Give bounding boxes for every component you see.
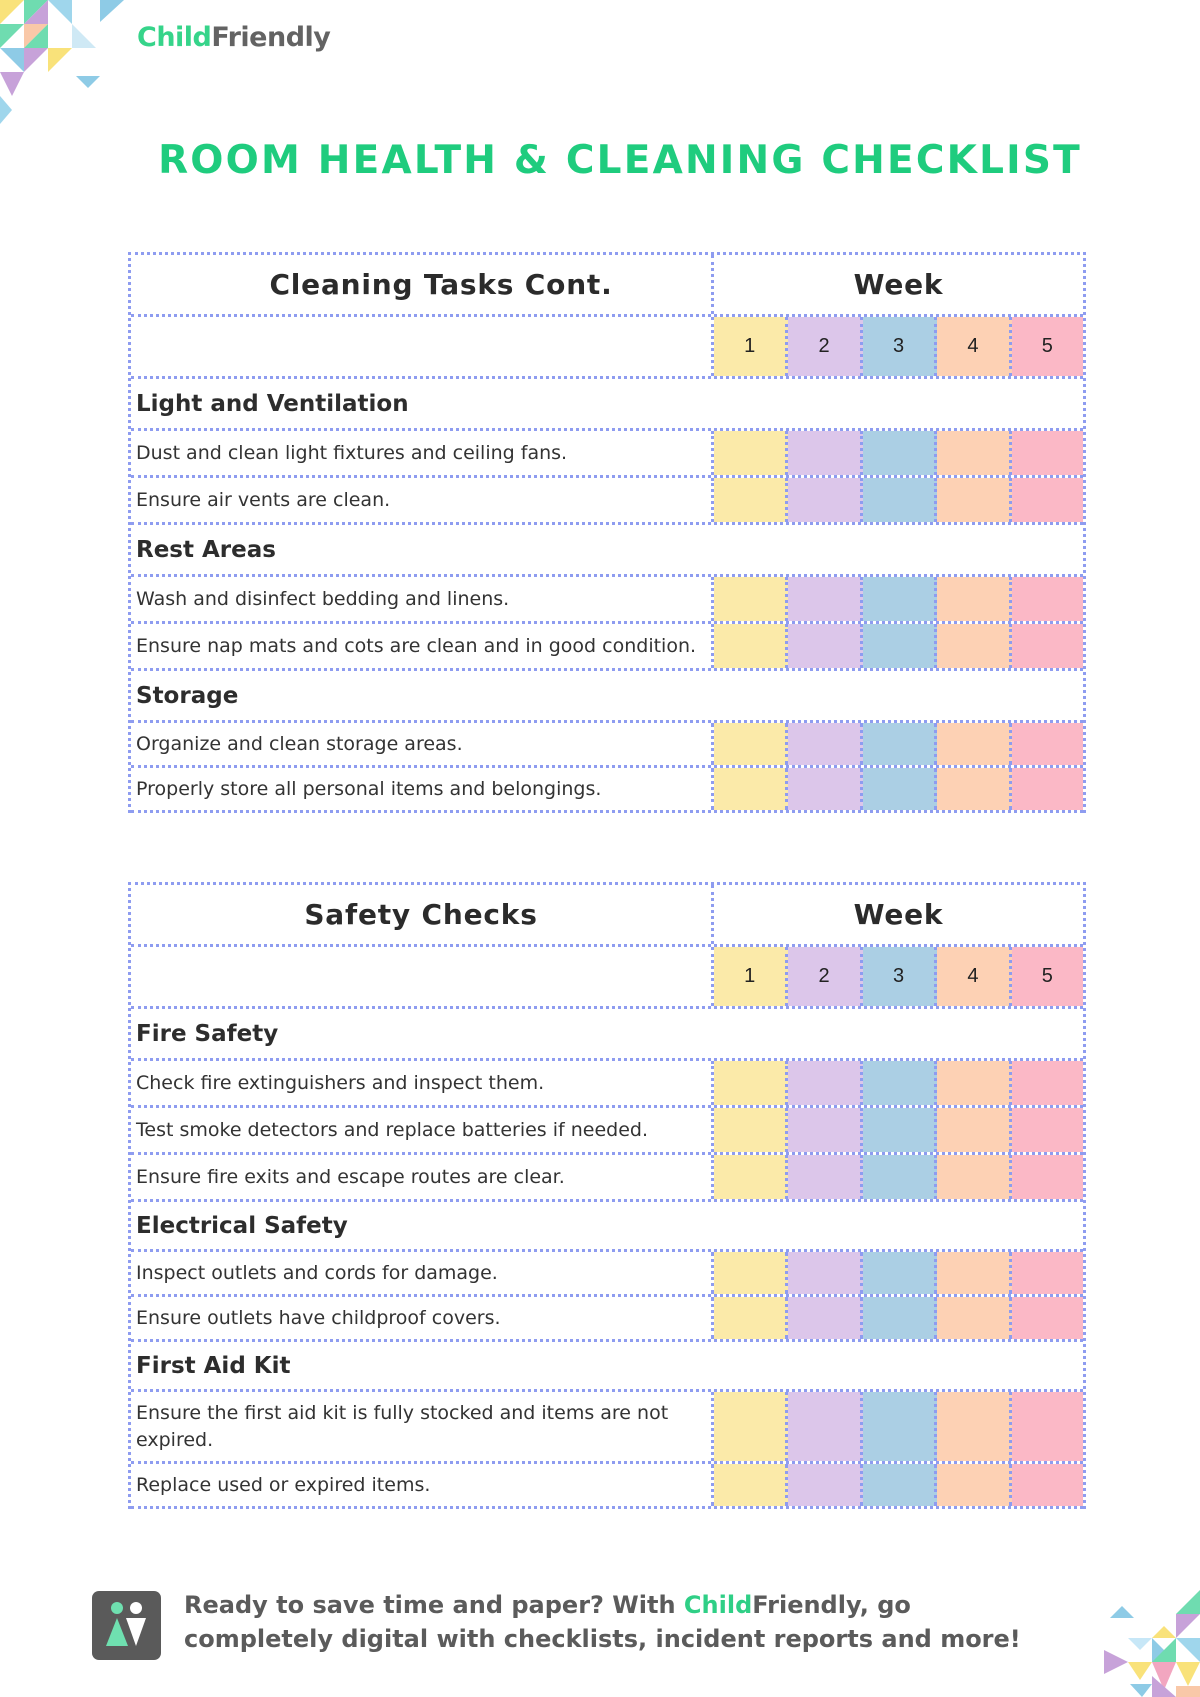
week-number: 1 xyxy=(714,317,788,376)
checkbox-week-3[interactable] xyxy=(863,723,937,765)
table-row xyxy=(131,1061,1083,1108)
week-number: 3 xyxy=(863,317,937,376)
task-label: Ensure the first aid kit is fully stocked and items are not expired. xyxy=(131,1392,714,1461)
checkbox-week-4[interactable] xyxy=(937,768,1011,810)
checkbox-week-5[interactable] xyxy=(1012,1392,1083,1461)
task-label: Ensure air vents are clean. xyxy=(131,478,714,522)
checkbox-week-1[interactable] xyxy=(714,723,788,765)
task-label: Inspect outlets and cords for damage. xyxy=(131,1252,714,1294)
checkbox-week-3[interactable] xyxy=(863,1392,937,1461)
week-number: 3 xyxy=(863,947,937,1006)
checkbox-week-5[interactable] xyxy=(1012,1252,1083,1294)
table-row xyxy=(131,1252,1083,1297)
task-label: Properly store all personal items and belongings. xyxy=(131,768,714,810)
task-label: Ensure nap mats and cots are clean and in good condition. xyxy=(131,624,714,668)
table-row xyxy=(131,577,1083,624)
checkbox-week-5[interactable] xyxy=(1012,723,1083,765)
page-title: ROOM HEALTH & CLEANING CHECKLIST xyxy=(158,138,1082,183)
checkbox-week-3[interactable] xyxy=(863,1464,937,1506)
checkbox-week-4[interactable] xyxy=(937,1061,1011,1105)
checkbox-week-1[interactable] xyxy=(714,1392,788,1461)
week-number: 2 xyxy=(788,317,862,376)
blank-cell xyxy=(131,947,714,1006)
checkbox-week-2[interactable] xyxy=(788,1297,862,1339)
table-header-title: Safety Checks xyxy=(131,885,714,944)
task-label: Organize and clean storage areas. xyxy=(131,723,714,765)
checkbox-week-4[interactable] xyxy=(937,1108,1011,1152)
checkbox-week-4[interactable] xyxy=(937,1392,1011,1461)
checkbox-week-2[interactable] xyxy=(788,1252,862,1294)
section-title: Rest Areas xyxy=(136,536,276,563)
week-number: 1 xyxy=(714,947,788,1006)
checklist-table-cleaning xyxy=(128,252,1086,813)
checkbox-week-5[interactable] xyxy=(1012,478,1083,522)
section-row xyxy=(131,1009,1083,1061)
week-number: 5 xyxy=(1012,317,1083,376)
checkbox-week-1[interactable] xyxy=(714,577,788,621)
section-title: Electrical Safety xyxy=(136,1212,348,1239)
section-row xyxy=(131,671,1083,723)
checkbox-week-3[interactable] xyxy=(863,1252,937,1294)
week-header: Week xyxy=(853,898,944,931)
task-label: Ensure fire exits and escape routes are clear. xyxy=(131,1155,714,1199)
table-header-row xyxy=(131,885,1083,947)
checkbox-week-1[interactable] xyxy=(714,431,788,475)
checkbox-week-4[interactable] xyxy=(937,478,1011,522)
checkbox-week-2[interactable] xyxy=(788,478,862,522)
task-label: Wash and disinfect bedding and linens. xyxy=(131,577,714,621)
checkbox-week-4[interactable] xyxy=(937,577,1011,621)
checkbox-week-5[interactable] xyxy=(1012,431,1083,475)
week-number: 4 xyxy=(937,947,1011,1006)
week-number-row xyxy=(131,947,1083,1009)
decorative-triangles xyxy=(1090,1590,1200,1697)
checkbox-week-1[interactable] xyxy=(714,1061,788,1105)
task-label: Ensure outlets have childproof covers. xyxy=(131,1297,714,1339)
brand-logo xyxy=(137,22,330,53)
checkbox-week-2[interactable] xyxy=(788,431,862,475)
checkbox-week-2[interactable] xyxy=(788,1155,862,1199)
checklist-table-safety xyxy=(128,882,1086,1509)
checkbox-week-4[interactable] xyxy=(937,1464,1011,1506)
table-row xyxy=(131,1155,1083,1202)
checkbox-week-5[interactable] xyxy=(1012,1464,1083,1506)
checkbox-week-2[interactable] xyxy=(788,1464,862,1506)
checkbox-week-1[interactable] xyxy=(714,478,788,522)
checkbox-week-4[interactable] xyxy=(937,1297,1011,1339)
checkbox-week-2[interactable] xyxy=(788,1108,862,1152)
table-row xyxy=(131,1392,1083,1464)
task-label: Dust and clean light fixtures and ceiling fans. xyxy=(131,431,714,475)
brand-logo-part2: Friendly xyxy=(211,22,331,53)
table-row xyxy=(131,1297,1083,1342)
checkbox-week-3[interactable] xyxy=(863,624,937,668)
checkbox-week-3[interactable] xyxy=(863,478,937,522)
checkbox-week-5[interactable] xyxy=(1012,1108,1083,1152)
checkbox-week-2[interactable] xyxy=(788,1392,862,1461)
checkbox-week-1[interactable] xyxy=(714,624,788,668)
footer-text-after: , go completely digital with checklists, incident reports and more! xyxy=(184,1591,1021,1653)
checkbox-week-3[interactable] xyxy=(863,768,937,810)
checkbox-week-5[interactable] xyxy=(1012,577,1083,621)
checkbox-week-4[interactable] xyxy=(937,723,1011,765)
checkbox-week-4[interactable] xyxy=(937,624,1011,668)
checkbox-week-5[interactable] xyxy=(1012,624,1083,668)
table-row xyxy=(131,723,1083,768)
task-label: Replace used or expired items. xyxy=(131,1464,714,1506)
footer-brand-part2: Friendly xyxy=(752,1591,860,1619)
table-row xyxy=(131,768,1083,813)
checkbox-week-2[interactable] xyxy=(788,1061,862,1105)
section-title: Fire Safety xyxy=(136,1020,279,1047)
table-row xyxy=(131,1108,1083,1155)
checkbox-week-1[interactable] xyxy=(714,1464,788,1506)
checkbox-week-5[interactable] xyxy=(1012,1155,1083,1199)
checkbox-week-1[interactable] xyxy=(714,1108,788,1152)
decorative-triangles xyxy=(0,0,130,125)
checkbox-week-2[interactable] xyxy=(788,577,862,621)
checkbox-week-4[interactable] xyxy=(937,431,1011,475)
section-row xyxy=(131,525,1083,577)
checkbox-week-5[interactable] xyxy=(1012,1061,1083,1105)
section-row xyxy=(131,379,1083,431)
checkbox-week-1[interactable] xyxy=(714,768,788,810)
checkbox-week-5[interactable] xyxy=(1012,1297,1083,1339)
section-title: Storage xyxy=(136,682,239,709)
footer-brand-part1: Child xyxy=(683,1591,753,1619)
checkbox-week-3[interactable] xyxy=(863,431,937,475)
checkbox-week-3[interactable] xyxy=(863,1108,937,1152)
week-number: 5 xyxy=(1012,947,1083,1006)
brand-logo-part1: Child xyxy=(137,22,212,53)
table-row xyxy=(131,431,1083,478)
section-title: First Aid Kit xyxy=(136,1352,291,1379)
checkbox-week-3[interactable] xyxy=(863,1061,937,1105)
task-label: Check fire extinguishers and inspect them. xyxy=(131,1061,714,1105)
checkbox-week-1[interactable] xyxy=(714,1252,788,1294)
week-header: Week xyxy=(853,268,944,301)
checkbox-week-5[interactable] xyxy=(1012,768,1083,810)
checkbox-week-4[interactable] xyxy=(937,1155,1011,1199)
checkbox-week-3[interactable] xyxy=(863,1297,937,1339)
table-row xyxy=(131,1464,1083,1509)
section-row xyxy=(131,1202,1083,1252)
table-header-title: Cleaning Tasks Cont. xyxy=(131,255,714,314)
checkbox-week-2[interactable] xyxy=(788,723,862,765)
checkbox-week-2[interactable] xyxy=(788,624,862,668)
week-number: 2 xyxy=(788,947,862,1006)
blank-cell xyxy=(131,317,714,376)
footer-promo-text xyxy=(184,1588,1064,1656)
footer-text-before: Ready to save time and paper? With xyxy=(184,1591,684,1619)
brand-app-icon xyxy=(92,1591,161,1660)
table-header-row xyxy=(131,255,1083,317)
checkbox-week-1[interactable] xyxy=(714,1155,788,1199)
section-title: Light and Ventilation xyxy=(136,390,409,417)
week-number: 4 xyxy=(937,317,1011,376)
table-row xyxy=(131,478,1083,525)
week-number-row xyxy=(131,317,1083,379)
checkbox-week-4[interactable] xyxy=(937,1252,1011,1294)
section-row xyxy=(131,1342,1083,1392)
checkbox-week-2[interactable] xyxy=(788,768,862,810)
checkbox-week-3[interactable] xyxy=(863,1155,937,1199)
task-label: Test smoke detectors and replace batteries if needed. xyxy=(131,1108,714,1152)
checkbox-week-3[interactable] xyxy=(863,577,937,621)
checkbox-week-1[interactable] xyxy=(714,1297,788,1339)
table-row xyxy=(131,624,1083,671)
